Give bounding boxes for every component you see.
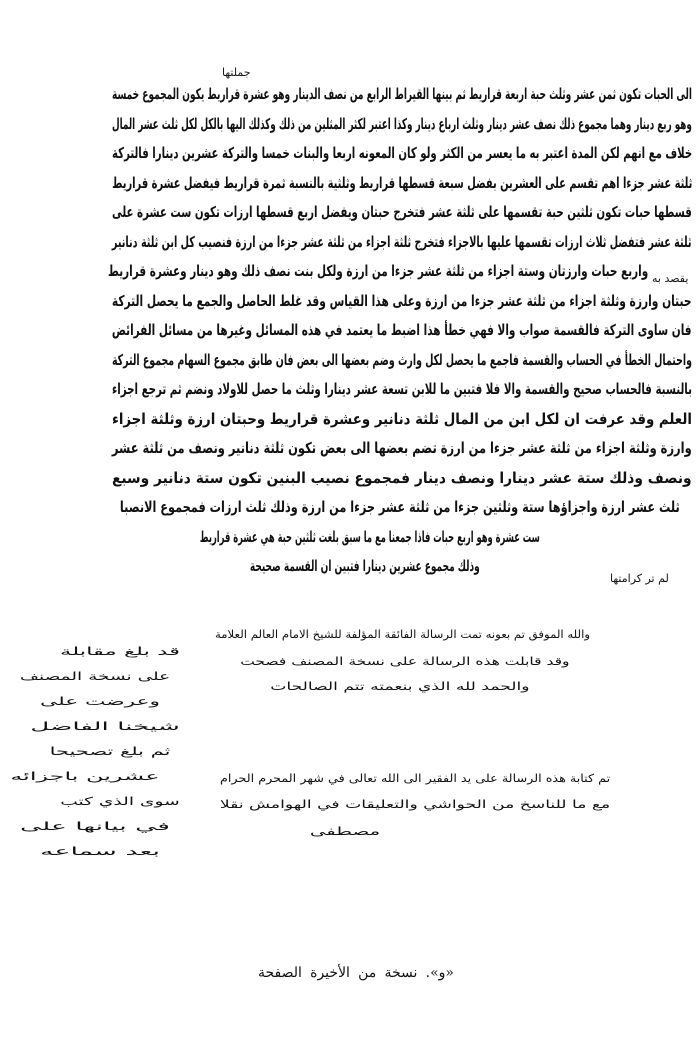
- caption-word: الصفحة: [258, 965, 302, 981]
- manuscript-line: قسطها حبات تكون ثلثين حبة تقسمها على ثلثة عشر فتخرج حبتان ويفضل اربع قسطها ارزات تكون ست عشرة على: [112, 203, 692, 221]
- manuscript-line: ثلثة عشر جزءا اهم تقسم على العشرين بفضل سبعة قسطها قراريط وثلثية بالنسبة ثمرة قراريط فيفضل عشرة قراريط: [111, 173, 692, 192]
- manuscript-line: الى الحبات تكون ثمن عشر وثلث حبة اربعة قراريط ثم بينها القيراط الرابع من نصف الدينار وهو عشرة قراريط يكون المجموع خمسة: [112, 85, 692, 103]
- manuscript-line: حبتان وارزة وثلثة اجزاء من ثلثة عشر جزءا من ارزة وعلى هذا القياس وقد غلط الحاصل والجمع ما يحصل التركة: [112, 291, 692, 310]
- manuscript-line: ست عشرة وهو اربع حبات فاذا جمعنا مع ما سبق بلغت ثلثين حبة هي عشرة قراريط: [200, 527, 540, 546]
- page-caption: [258, 965, 454, 981]
- manuscript-line: وارزة وثلثة اجزاء من ثلثة عشر جزءا من ارزة تضم بعضها الى بعض تكون ثلثة دنانير ونصف من ثلثة عشر: [112, 439, 692, 457]
- colophon-line: مصطفى: [309, 825, 380, 838]
- colophon-line: والله الموفق تم بعونه تمت الرسالة الفائقة المؤلفة للشيخ الامام العالم العلامة: [214, 628, 590, 641]
- manuscript-line: بالنسبة فالحساب صحيح والقسمة والا فلا فتبين ما للابن تسعة عشر دينارا وثلث ما حصل للاولاد ونضم ثم ترجع اجزاء: [112, 380, 692, 398]
- colophon-line: مع ما للناسخ من الحواشي والتعليقات في الهوامش نقلا: [219, 798, 610, 811]
- margin-note-right: يقصد به: [652, 272, 689, 285]
- margin-note-line: قد بلغ مقابلة: [60, 645, 180, 658]
- manuscript-line: وذلك مجموع عشرين دينارا فتبين ان القسمة صحيحة: [250, 557, 480, 575]
- caption-word: من: [358, 965, 377, 981]
- caption-word: نسخة: [384, 965, 418, 981]
- margin-note: لم تر كرامتها: [610, 572, 669, 585]
- margin-note-line: ثم بلغ تصحيحا: [49, 745, 170, 758]
- margin-note-line: شيخنا الفاضل: [30, 720, 180, 733]
- colophon-line: وقد قابلت هذه الرسالة على نسخة المصنف فصحت: [240, 655, 570, 668]
- manuscript-line: واحتمال الخطأ في الحساب والقسمة فاجمع ما يحصل لكل وارث وضم بعضها الى بعض فان طابق مجموع السهام مجموع التركة: [112, 350, 692, 369]
- manuscript-line: ونصف وذلك ستة عشر دينارا ونصف دينار فمجموع نصيب البنين تكون ستة دنانير وسبع: [112, 468, 692, 487]
- manuscript-line: وهو ربع دينار وهما مجموع ذلك نصف عشر دينار وثلث ارباع دينار وكذا اعتبر لكثر المثلين من ذلك وكذلك اليها بالكل لكل ثلث عشر المال: [112, 114, 692, 133]
- colophon-line: والحمد لله الذي بنعمته تتم الصالحات: [270, 680, 530, 693]
- manuscript-line: ثلثة عشر فتفضل ثلاث ارزات تقسمها عليها بالاجزاء فتخرج ثلثة اجزاء من ثلثة عشر جزءا من ارزة فنصيب كل ابن ثلثة دنانير: [112, 232, 692, 251]
- caption-word: «و».: [425, 965, 454, 981]
- manuscript-line: واربع حبات وارزتان وستة اجزاء من ثلثة عشر جزءا من ارزة ولكل بنت نصف ذلك وهو دينار وعشرة قراريط: [107, 262, 648, 280]
- interlinear-note: جملتها: [222, 66, 251, 79]
- manuscript-line: خلاف مع انهم لكن المدة اعتبر به ما يعسر من الكثر ولو كان المعونه اربعا والبنات خمسا والتركة عشرين دينارا فالتركة: [111, 144, 692, 162]
- manuscript-line: فان ساوى التركة فالقسمة صواب والا فهي خطأ هذا اضبط ما يعتمد في هذه المسائل وغيرها من مسائل الفرائض: [112, 321, 692, 339]
- margin-note-line: بعد سماعه: [39, 845, 160, 858]
- colophon-line: تم كتابة هذه الرسالة على يد الفقير الى الله تعالى في شهر المحرم الحرام: [219, 772, 610, 785]
- manuscript-line: ثلث عشر ارزة واجزاؤها ستة وثلثين جزءا من ثلثة عشر جزءا من ارزة وذلك ثلث ارزات فمجموع الانصبا: [120, 498, 680, 516]
- caption-word: الأخيرة: [310, 965, 350, 981]
- margin-note-line: على نسخة المصنف: [19, 670, 170, 683]
- margin-note-line: سوى الذي كتب: [60, 795, 180, 808]
- manuscript-line: العلم وقد عرفت ان لكل ابن من المال ثلثة دنانير وعشرة قراريط وحبتان ارزة وثلثة اجزاء: [112, 409, 692, 428]
- margin-note-line: عشرين باجزائه: [10, 770, 160, 783]
- margin-note-line: في بيانها على: [19, 820, 170, 833]
- margin-note-line: وعرضت على: [40, 695, 160, 708]
